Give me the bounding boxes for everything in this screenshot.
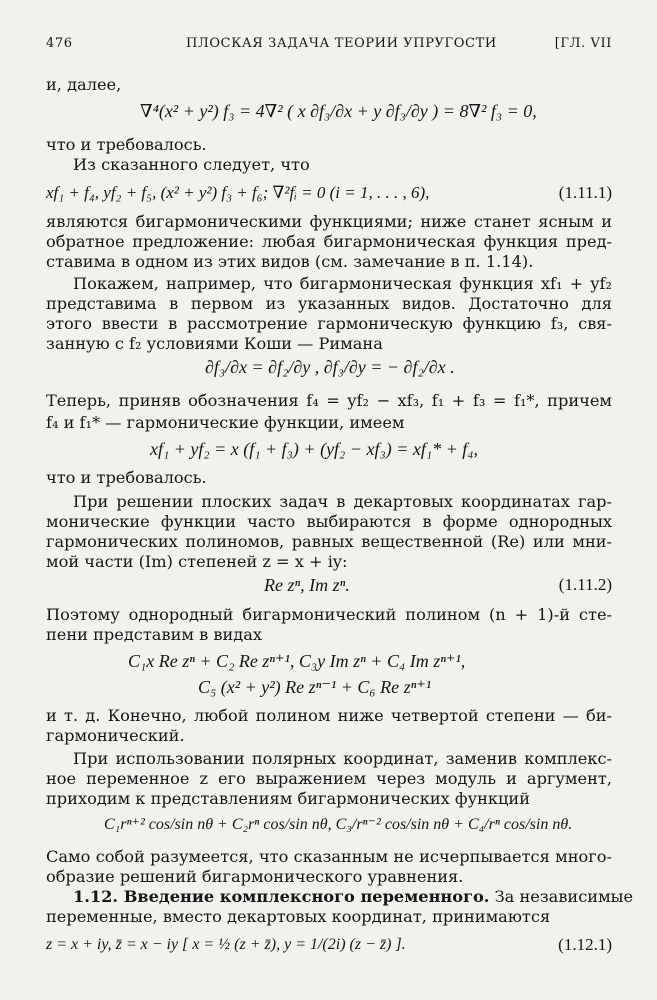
running-header bbox=[46, 34, 612, 54]
text-line: занную с f₂ условиями Коши — Римана bbox=[46, 334, 383, 353]
equation-1-11-1 bbox=[46, 183, 612, 203]
equation-body: xf₁ + f₄, yf₂ + f₅, (x² + y²) f₃ + f₆; ∇²fᵢ = 0 (i = 1, . . . , 6), bbox=[46, 183, 430, 202]
equation-body: z = x + iy, z̄ = x − iy [ x = ½ (z + z̄), y = 1/(2i) (z − z̄) ]. bbox=[46, 936, 406, 953]
text-line: этого ввести в рассмотрение гармоническую функцию f₃, свя- bbox=[46, 314, 612, 333]
text-line: гармонический. bbox=[46, 726, 185, 745]
text-line: обратное предложение: любая бигармоническая функция пред- bbox=[46, 232, 612, 251]
text-line: приходим к представлениям бигармонических функций bbox=[46, 789, 531, 808]
text-line: ставима в одном из этих видов (см. замечание в п. 1.14). bbox=[46, 252, 534, 271]
text-line: ное переменное z его выражением через модуль и аргумент, bbox=[46, 769, 612, 788]
text-line: Само собой разумеется, что сказанным не исчерпывается много- bbox=[46, 847, 612, 866]
text-line: являются бигармоническими функциями; ниже станет ясным и bbox=[46, 212, 612, 231]
equation-polynomial-forms-2: C₅ (x² + y²) Re zⁿ⁻¹ + C₆ Re zⁿ⁺¹ bbox=[198, 677, 432, 697]
text-line: монические функции часто выбираются в форме однородных bbox=[46, 512, 612, 531]
text-line: что и требовалось. bbox=[46, 135, 207, 154]
text-line: переменные, вместо декартовых координат, принимаются bbox=[46, 907, 551, 926]
chapter-label: [ГЛ. VII bbox=[554, 36, 612, 51]
equation-body: Re zⁿ, Im zⁿ. bbox=[264, 575, 350, 595]
text-line: Поэтому однородный бигармонический полином (n + 1)-й сте- bbox=[46, 605, 612, 624]
text-line: Из сказанного следует, что bbox=[73, 155, 310, 174]
text-line: пени представим в видах bbox=[46, 625, 263, 644]
text-line: Покажем, например, что бигармоническая функция xf₁ + yf₂ bbox=[73, 274, 612, 293]
equation-polynomial-forms-1: C₁x Re zⁿ + C₂ Re zⁿ⁺¹, C₃y Im zⁿ + C₄ Im zⁿ⁺¹, bbox=[128, 651, 466, 671]
text-line: и т. д. Конечно, любой полином ниже четвертой степени — би- bbox=[46, 706, 612, 725]
equation-cauchy-riemann: ∂f₃/∂x = ∂f₂/∂y , ∂f₃/∂y = − ∂f₂/∂x . bbox=[205, 357, 455, 377]
text-line: гармонических полиномов, равных вещественной (Re) или мни- bbox=[46, 532, 612, 551]
running-title: ПЛОСКАЯ ЗАДАЧА ТЕОРИИ УПРУГОСТИ bbox=[186, 36, 497, 51]
page-number: 476 bbox=[46, 36, 73, 51]
equation-number: (1.11.2) bbox=[558, 575, 612, 594]
text-line: образие решений бигармонического уравнения. bbox=[46, 867, 464, 886]
section-heading-line bbox=[73, 887, 634, 907]
text-line: f₄ и f₁* — гармонические функции, имеем bbox=[46, 413, 405, 432]
equation-substitution: xf₁ + yf₂ = x (f₁ + f₃) + (yf₂ − xf₃) = xf₁* + f₄, bbox=[150, 439, 479, 459]
equation-biharmonic: ∇⁴(x² + y²) f₃ = 4∇² ( x ∂f₃/∂x + y ∂f₃/∂y ) = 8∇² f₃ = 0, bbox=[140, 101, 537, 121]
text-line: При использовании полярных координат, заменив комплекс- bbox=[73, 749, 612, 768]
text-span: За независимые bbox=[489, 887, 634, 906]
equation-number: (1.11.1) bbox=[558, 183, 612, 202]
text-line: что и требовалось. bbox=[46, 468, 207, 487]
text-line: При решении плоских задач в декартовых координатах гар- bbox=[73, 492, 612, 511]
equation-1-12-1 bbox=[46, 935, 612, 955]
text-line: Теперь, приняв обозначения f₄ = yf₂ − xf₃, f₁ + f₃ = f₁*, причем bbox=[46, 391, 612, 410]
text-line: мой части (Im) степеней z = x + iy: bbox=[46, 552, 348, 571]
equation-number: (1.12.1) bbox=[558, 935, 612, 954]
equation-polar-forms: C₁rⁿ⁺² cos/sin nθ + C₂rⁿ cos/sin nθ, C₃/rⁿ⁻² cos/sin nθ + C₄/rⁿ cos/sin nθ. bbox=[104, 816, 573, 833]
text-line: и, далее, bbox=[46, 75, 122, 94]
text-line: представима в первом из указанных видов. Достаточно для bbox=[46, 294, 612, 313]
section-heading: 1.12. Введение комплексного переменного. bbox=[73, 887, 490, 906]
